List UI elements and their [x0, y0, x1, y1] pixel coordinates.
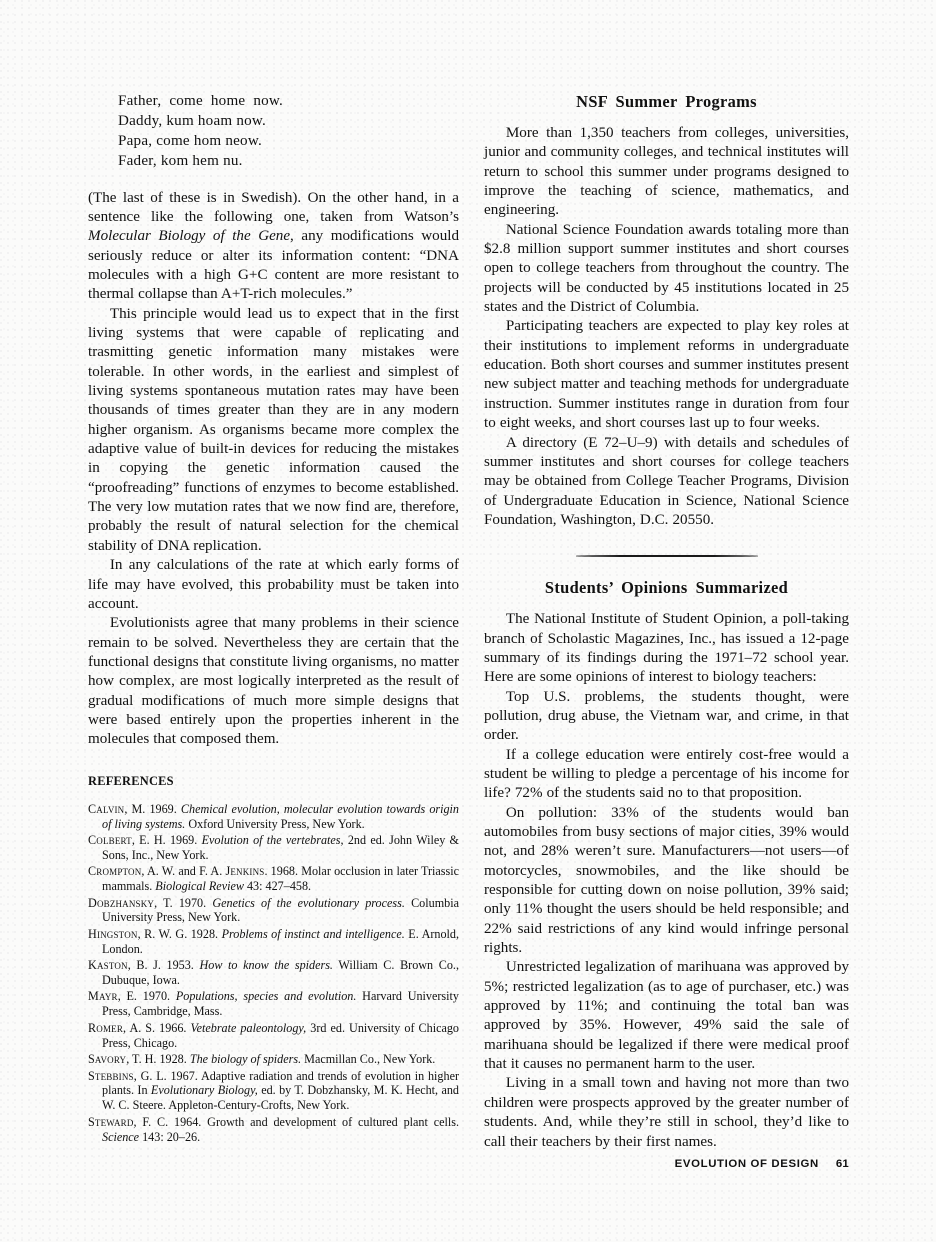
reference-pre: , A. W. and F. A.: [141, 864, 226, 879]
reference-post: 43: 427–458.: [243, 879, 312, 894]
paragraph-students-pollution: On pollution: 33% of the students would ban automobiles from busy sections of major cities, 39% would not, and 28% weren’t sure. Manufacturers—not users—of motorcycles, snowmobiles, and the like should be responsible for cutting down on noise pollution, 39% said; only 11% thought the users should be held responsible; and 22% said restrictions of any kind would infringe personal rights.: [484, 804, 849, 957]
reference-title: Vetebrate paleontology,: [190, 1020, 307, 1035]
reference-title: Problems of instinct and intelligence.: [221, 926, 405, 941]
reference-entry: [88, 958, 459, 988]
reference-title: Evolutionary Biology,: [150, 1083, 258, 1098]
reference-pre: , E. H. 1969.: [131, 832, 202, 847]
reference-entry: [88, 1021, 459, 1051]
reference-author: Dobzhansky: [88, 895, 155, 910]
reference-entry: [88, 864, 459, 894]
reference-post: 2nd ed. John Wiley & Sons, Inc., New York.: [102, 832, 460, 862]
paragraph-students-institute: The National Institute of Student Opinion, a poll-taking branch of Scholastic Magazines, Inc., has issued a 12-page summary of its findings during the 1971–72 school year. Here are some opinions of interest to biology teachers:: [484, 611, 849, 686]
reference-post: Oxford University Press, New York.: [185, 816, 365, 831]
book-title-molecular-biology: Molecular Biology of the Gene: [88, 228, 291, 245]
reference-author: Stebbins: [88, 1068, 134, 1083]
reference-pre: , T. 1970.: [154, 895, 213, 910]
verse-line: Fader, kom hem nu.: [118, 152, 243, 169]
paragraph-calculations: In any calculations of the rate at which early forms of life may have evolved, this probability must be taken into account.: [88, 557, 459, 612]
section-divider-rule: [576, 555, 758, 557]
verse-line: Papa, come hom neow.: [118, 132, 262, 149]
reference-entry: [88, 1069, 459, 1114]
reference-entry: [88, 1052, 459, 1067]
paragraph-text: , any modifications would seriously reduce or alter its information content: “DNA molecules with a high G+C content are more resistant to thermal collapse than A+T-rich molecules.”: [88, 228, 459, 303]
paragraph-students-top-problems: Top U.S. problems, the students thought, were pollution, drug abuse, the Vietnam war, and crime, in that order.: [484, 688, 849, 744]
reference-author: Colbert: [88, 832, 132, 847]
reference-pre: , A. S. 1966.: [123, 1020, 191, 1035]
section-heading-students: Students’ Opinions Summarized: [544, 578, 789, 598]
reference-pre: , T. H. 1928.: [126, 1052, 190, 1067]
references-list: [88, 802, 459, 1145]
reference-pre: , R. W. G. 1928.: [137, 926, 222, 941]
paragraph-evolutionists: Evolutionists agree that many problems in their science remain to be solved. Nevertheless they are certain that the functional designs that constitute living organisms, no matter how complex, are most logically interpreted as the result of gradual modifications of much more simple designs that were based entirely upon the properties inherent in the molecules that composed them.: [88, 615, 459, 748]
reference-author: Romer: [88, 1020, 124, 1035]
reference-title: Evolution of the vertebrates,: [201, 832, 344, 847]
reference-title: Science: [102, 1129, 140, 1144]
reference-post: ed. by T. Dobzhansky, M. K. Hecht, and W. C. Steere. Appleton-Century-Crofts, New York.: [102, 1083, 459, 1113]
reference-pre-second: . 1968. Molar occlusion in later Triassic mammals.: [102, 864, 460, 894]
reference-pre: , B. J. 1953.: [127, 958, 200, 973]
reference-author: Mayr: [88, 989, 118, 1004]
reference-author-second: Jenkins: [225, 864, 265, 879]
verse-block: [88, 92, 459, 172]
reference-post: Harvard University Press, Cambridge, Mass.: [102, 989, 459, 1019]
reference-title: Genetics of the evolutionary process.: [212, 895, 405, 910]
paragraph-text: (The last of these is in Swedish). On the other hand, in a sentence like the following one, taken from Watson’s: [88, 189, 459, 225]
paragraph-students-cost-free: If a college education were entirely cost-free would a student be willing to pledge a percentage of his income for life? 72% of the students said no to that proposition.: [484, 746, 849, 802]
reference-entry: [88, 927, 459, 957]
reference-post: 143: 20–26.: [139, 1129, 201, 1144]
reference-author: Steward: [88, 1114, 134, 1129]
reference-pre: , F. C. 1964. Growth and development of cultured plant cells.: [133, 1114, 459, 1129]
reference-post: Columbia University Press, New York.: [102, 895, 459, 925]
paragraph-swedish: [88, 189, 459, 305]
reference-author: Savory: [88, 1052, 127, 1067]
reference-title: Chemical evolution, molecular evolution towards origin of living systems.: [102, 801, 460, 831]
reference-title: Populations, species and evolution.: [175, 989, 357, 1004]
paragraph-students-marihuana: Unrestricted legalization of marihuana was approved by 5%; restricted legalization (as to age of purchaser, etc.) was approved by 11%; and continuing the total ban was approved by 35%. However, 49% said the sale of marihuana should be legalized if there were medical proof that it causes no permanent harm to the user.: [484, 959, 849, 1073]
reference-title: Biological Review: [155, 879, 244, 894]
references-heading: REFERENCES: [88, 773, 174, 788]
right-column: [484, 92, 849, 1152]
verse-line: Daddy, kum hoam now.: [118, 112, 267, 129]
reference-title: The biology of spiders.: [189, 1052, 302, 1067]
reference-pre: , E. 1970.: [117, 989, 176, 1004]
reference-author: Calvin: [88, 801, 125, 816]
reference-author: Kaston: [88, 958, 128, 973]
reference-entry: [88, 1115, 459, 1145]
paragraph-nsf-directory: A directory (E 72–U–9) with details and schedules of summer institutes and short courses for college teachers may be obtained from College Teacher Programs, Division of Undergraduate Education in Science, National Science Foundation, Washington, D.C. 20550.: [484, 434, 849, 528]
reference-entry: [88, 833, 459, 863]
page-footer: [484, 1158, 849, 1170]
paragraph-students-small-town: Living in a small town and having not more than two children were prospects approved by the greater number of students. And, while they’re still in school, they’d like to call their teachers by their first names.: [484, 1075, 849, 1150]
reference-pre: , G. L. 1967. Adaptive radiation and trends of evolution in higher plants. In: [102, 1068, 459, 1098]
reference-post: E. Arnold, London.: [102, 926, 460, 956]
reference-author: Crompton: [88, 864, 142, 879]
paragraph-nsf-teachers: More than 1,350 teachers from colleges, universities, junior and community colleges, and technical institutes will return to school this summer under programs designed to improve the teaching of science, mathematics, and engineering.: [484, 125, 849, 219]
reference-entry: [88, 989, 459, 1019]
left-column: [88, 92, 459, 1146]
page-number: 61: [835, 1158, 849, 1170]
paragraph-mutation-rates: This principle would lead us to expect that in the first living systems that were capable of replicating and trasmitting genetic information many mistakes were tolerable. In other words, in the earliest and simplest of living systems spontaneous mutation rates may have been thousands of times greater than they are in any modern higher organism. As organisms became more complex the adaptive value of built-in devices for reducing the mistakes in copying the genetic information caused the “proofreading” functions of enzymes to become established. The very low mutation rates that we now find are, therefore, probably the result of natural selection for the chemical stability of DNA replication.: [88, 305, 459, 554]
verse-line: Father, come home now.: [118, 93, 284, 109]
reference-title: How to know the spiders.: [199, 958, 333, 973]
reference-post: Macmillan Co., New York.: [301, 1052, 436, 1067]
reference-entry: [88, 896, 459, 926]
reference-pre: , M. 1969.: [124, 801, 181, 816]
section-heading-nsf: NSF Summer Programs: [576, 92, 757, 111]
paragraph-nsf-awards: National Science Foundation awards totaling more than $2.8 million support summer institutes and short courses open to college teachers from throughout the country. The projects will be conducted by 45 institutions located in 25 states and the District of Columbia.: [484, 221, 849, 316]
running-head: EVOLUTION OF DESIGN: [674, 1158, 819, 1170]
reference-post: William C. Brown Co., Dubuque, Iowa.: [102, 958, 459, 988]
paragraph-nsf-participating: Participating teachers are expected to play key roles at their institutions to implement reforms in undergraduate education. Both short courses and summer institutes present new subject matter and teaching methods for undergraduate instruction. Summer institutes range in duration from four to eight weeks, and short courses last up to four weeks.: [484, 318, 849, 432]
reference-post: 3rd ed. University of Chicago Press, Chicago.: [102, 1020, 459, 1050]
reference-author: Hingston: [88, 926, 138, 941]
reference-entry: [88, 802, 459, 832]
